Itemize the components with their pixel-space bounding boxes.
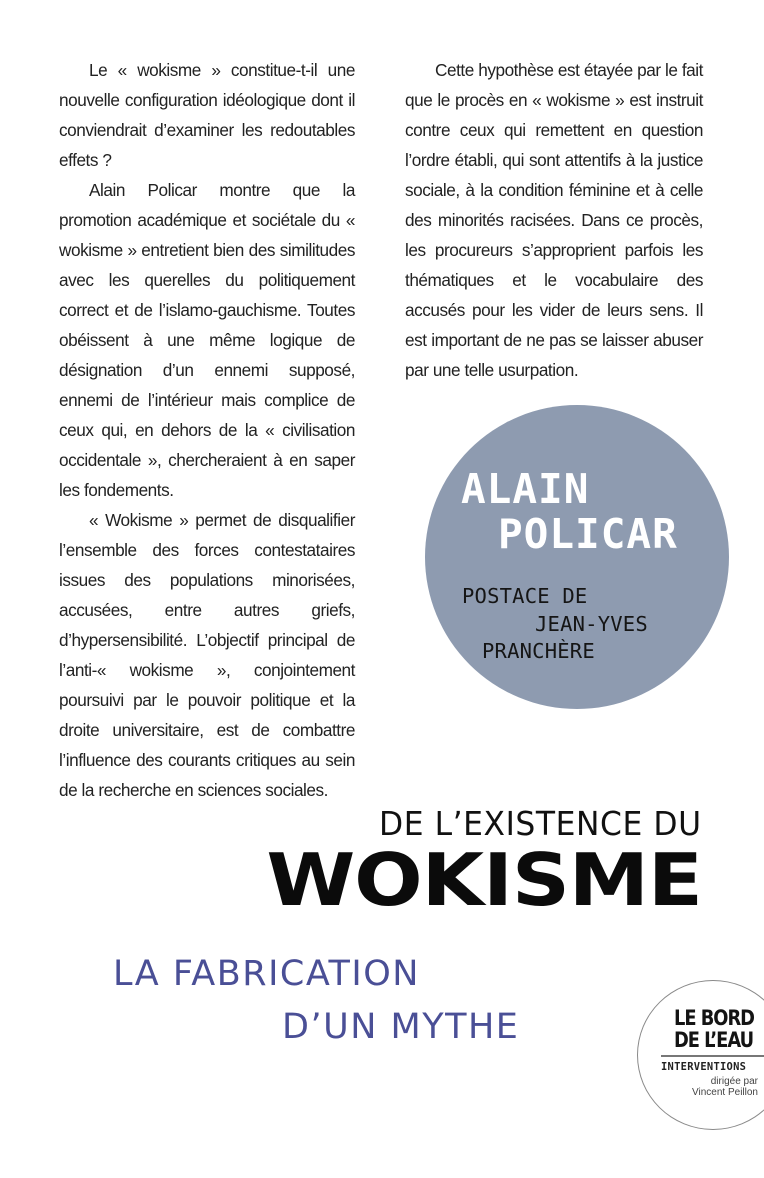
collection-director-name: Vincent Peillon — [692, 1087, 758, 1098]
blurb-paragraph: Cette hypothèse est étayée par le fait que le procès en « wokisme » est instruit contre ceux qui remettent en question l’ordre établi, qui sont attentifs à la justice sociale, à la condition féminine et à celle des minorités racisées. Dans ce procès, les procureurs s’approprient parfois les thématiques et le vocabulaire des accusés pour les vider de leurs sens. Il est important de ne pas se laisser abuser par une telle usurpation. — [405, 60, 703, 380]
postface-author-first: JEAN-YVES — [535, 612, 648, 636]
publisher-name-line-1: LE BORD — [674, 1006, 754, 1030]
blurb-paragraph: Le « wokisme » constitue-t-il une nouvelle configuration idéologique dont il conviendrait d’examiner les redoutables effets ? — [59, 60, 355, 170]
title-prefix: DE L’EXISTENCE DU — [379, 804, 702, 843]
book-title: WOKISME — [266, 838, 702, 922]
collection-director-label: dirigée par — [710, 1076, 758, 1087]
subtitle-line-2: D’UN MYTHE — [282, 1007, 520, 1047]
subtitle-line-1: LA FABRICATION — [113, 954, 420, 994]
blurb-right-column — [405, 55, 703, 385]
collection-name: INTERVENTIONS — [661, 1061, 747, 1073]
publisher-name-line-2: DE L’EAU — [674, 1028, 754, 1052]
postface-author-last: PRANCHÈRE — [482, 639, 595, 663]
blurb-paragraph: « Wokisme » permet de disqualifier l’ensemble des forces contestataires issues des populations minorisées, accusées, entre autres griefs, d’hypersensibilité. L’objectif principal de l’anti-« wokisme », conjointement poursuivi par le pouvoir politique et la droite universitaire, est de combattre l’influence des courants critiques au sein de la recherche en sciences sociales. — [59, 510, 355, 800]
author-last-name: POLICAR — [498, 510, 678, 558]
postface-label: POSTACE DE — [462, 584, 588, 608]
blurb-left-column — [59, 55, 355, 805]
publisher-logo — [637, 980, 764, 1130]
blurb-paragraph: Alain Policar montre que la promotion académique et sociétale du « wokisme » entretient bien des similitudes avec les querelles du politiquement correct et de l’islamo-gauchisme. Toutes obéissent à une même logique de désignation d’un ennemi supposé, ennemi de l’intérieur mais complice de ceux qui, en dehors de la « civilisation occidentale », chercheraient à en saper les fondements. — [59, 180, 355, 500]
publisher-name — [674, 1007, 754, 1051]
author-circle — [425, 405, 729, 709]
logo-divider — [661, 1055, 764, 1057]
author-first-name: ALAIN — [461, 465, 590, 513]
